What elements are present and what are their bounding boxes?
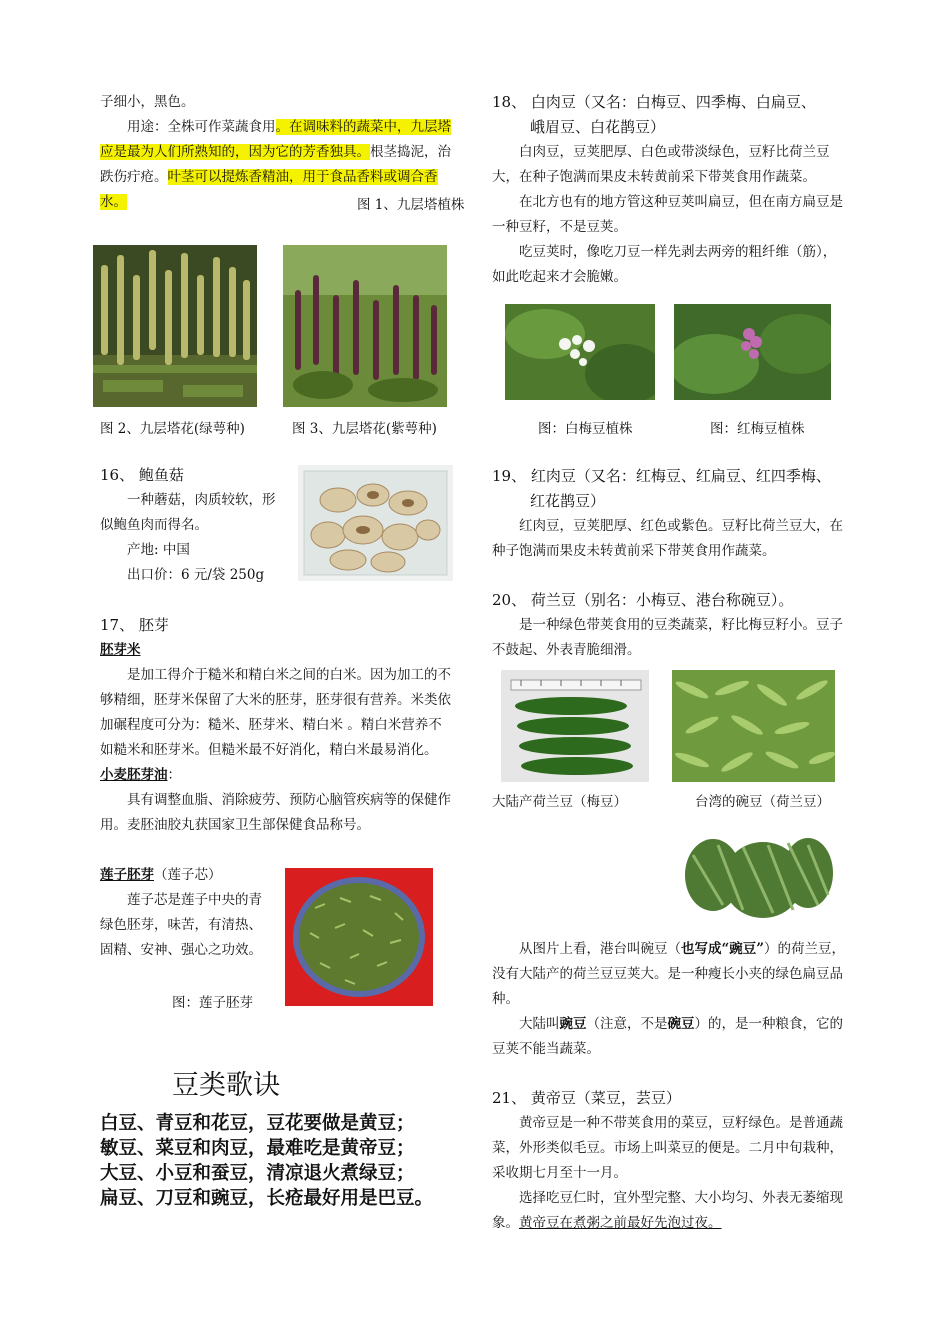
section-20-p2: 从图片上看，港台叫碗豆（也写成“豌豆”）的荷兰豆，没有大陆产的荷兰豆豆荚大。是一种瘦长小夹的绿色扁豆品种。: [492, 941, 846, 1007]
section-16-title: 16、 鲍鱼菇: [100, 466, 184, 484]
snow-pea-taiwan-caption: 台湾的碗豆（荷兰豆）: [695, 794, 830, 810]
poem-line: 敏豆、菜豆和肉豆，最难吃是黄帝豆；: [100, 1138, 415, 1159]
top-line: 子细小，黑色。: [100, 94, 195, 110]
fig2-caption: 图 2、九层塔花(绿萼种): [100, 421, 245, 437]
red-bean-photo: [674, 304, 831, 400]
lotus-germ-text: 莲子芯是莲子中央的青绿色胚芽，味苦，有清热、固精、安神、强心之功效。: [100, 892, 262, 958]
basil-green-photo: [93, 245, 257, 407]
lotus-germ-image: [285, 868, 433, 1006]
section-18-p3: 吃豆荚时，像吃刀豆一样先剥去两旁的粗纤维（筋），如此吃起来才会脆嫩。: [492, 244, 837, 285]
germ-rice-text: 是加工得介于糙米和精白米之间的白米。因为加工的不够精细，胚芽米保留了大米的胚芽，胚芽很有营养。米类依加碾程度可分为：糙米、胚芽米、精白米 。精白米营养不如糙米和胚芽米。但糙米最不好消化，精白米最易消化。: [100, 667, 451, 758]
section-21-p2: 选择吃豆仁时，宜外型完整、大小均匀、外表无萎缩现象。黄帝豆在煮粥之前最好先泡过夜。: [492, 1190, 843, 1231]
usage-highlight-2: 叶茎可以提炼香精油，用于食品香料或调合香水。: [100, 169, 438, 210]
snow-pea-taiwan-photo: [672, 670, 835, 782]
lotus-germ-photo: [285, 868, 433, 1006]
section-20-p3: 大陆叫豌豆（注意，不是碗豆）的，是一种粮食，它的豆荚不能当蔬菜。: [492, 1016, 843, 1057]
white-bean-caption: 图：白梅豆植株: [538, 421, 633, 437]
poem-title: 豆类歌诀: [172, 1070, 280, 1101]
poem-line: 扁豆、刀豆和豌豆，长疮最好用是巴豆。: [100, 1188, 434, 1209]
section-21: [492, 1086, 848, 1236]
lotus-germ-block: [100, 863, 265, 963]
section-21-title: 21、 黄帝豆（菜豆，芸豆）: [492, 1089, 681, 1107]
basil-green-image: [93, 245, 257, 407]
wheat-germ-oil-text: 具有调整血脂、消除疲劳、预防心脑管疾病等的保健作用。麦胚油胶丸获国家卫生部保健食品称号。: [100, 792, 451, 833]
usage-highlight-1: 。在调味料的蔬菜中，九层塔应是最为人们所熟知的，因为它的芳香独具。: [100, 119, 451, 160]
section-18-p1: 白肉豆，豆荚肥厚、白色或带淡绿色，豆籽比荷兰豆大，在种子饱满而果皮未转黄前采下带荚食用作蔬菜。: [492, 144, 830, 185]
section-18-title-line1: 18、 白肉豆（又名：白梅豆、四季梅、白扁豆、: [492, 93, 816, 111]
fig3-caption: 图 3、九层塔花(紫萼种): [292, 421, 437, 437]
section-18: [492, 90, 848, 290]
mushroom-image: [298, 465, 453, 581]
snow-pea-mainland-image: [501, 670, 649, 782]
section-16-price: 出口价：6 元/袋 250g: [127, 567, 265, 583]
lotus-germ-caption: 图：莲子胚芽: [172, 995, 253, 1011]
section-19-p1: 红肉豆，豆荚肥厚、红色或紫色。豆籽比荷兰豆大，在种子饱满而果皮未转黄前采下带荚食用作蔬菜。: [492, 518, 843, 559]
section-16-desc: 一种蘑菇，肉质较软，形似鲍鱼肉而得名。: [100, 492, 276, 533]
snow-pea-closeup-photo: [683, 825, 833, 925]
basil-purple-image: [283, 245, 447, 407]
wheat-germ-oil-heading: 小麦胚芽油：: [100, 767, 181, 783]
white-bean-photo: [505, 304, 655, 400]
snow-pea-closeup-image: [683, 825, 833, 925]
section-20-title: 20、 荷兰豆（别名：小梅豆、港台称碗豆）。: [492, 591, 794, 609]
section-18-title-line2: 峨眉豆、白花鹊豆）: [530, 118, 666, 136]
section-19-title-line1: 19、 红肉豆（又名：红梅豆、红扁豆、红四季梅、: [492, 467, 831, 485]
fig1-caption: 图 1、九层塔植株: [357, 197, 465, 213]
lotus-germ-heading: 莲子胚芽（莲子芯）: [100, 867, 222, 883]
section-20: [492, 588, 848, 663]
germ-rice-heading: 胚芽米: [100, 642, 141, 658]
red-bean-caption: 图：红梅豆植株: [710, 421, 805, 437]
poem-line: 白豆、青豆和花豆，豆花要做是黄豆；: [100, 1113, 415, 1134]
usage-paragraph: 用途：全株可作菜蔬食用。在调味料的蔬菜中，九层塔应是最为人们所熟知的，因为它的芳香独具。根茎捣泥，治跌伤疔疮。叶茎可以提炼香精油，用于食品香料或调合香水。: [100, 119, 451, 210]
section-17: [100, 613, 455, 838]
section-16: [100, 463, 280, 588]
section-17-title: 17、 胚芽: [100, 616, 169, 634]
poem-line: 大豆、小豆和蚕豆，清凉退火煮绿豆；: [100, 1163, 415, 1184]
section-21-p1: 黄帝豆是一种不带荚食用的菜豆，豆籽绿色。是普通蔬菜，外形类似毛豆。市场上叫菜豆的便是。二月中旬栽种，采收期七月至十一月。: [492, 1115, 843, 1181]
red-bean-image: [674, 304, 831, 400]
section-19-title-line2: 红花鹊豆）: [530, 492, 606, 510]
snow-pea-mainland-photo: [501, 670, 649, 782]
white-bean-image: [505, 304, 655, 400]
mushroom-photo: [298, 465, 453, 581]
section-20-p1: 是一种绿色带荚食用的豆类蔬菜，籽比梅豆籽小。豆子不鼓起、外表青脆细滑。: [492, 617, 843, 658]
snow-pea-mainland-caption: 大陆产荷兰豆（梅豆）: [492, 794, 627, 810]
section-18-p2: 在北方也有的地方管这种豆荚叫扁豆，但在南方扁豆是一种豆籽，不是豆荚。: [492, 194, 843, 235]
poem-lines: [100, 1111, 433, 1211]
basil-purple-photo: [283, 245, 447, 407]
snow-pea-taiwan-image: [672, 670, 835, 782]
section-16-origin: 产地: 中国: [127, 542, 190, 558]
section-19: [492, 464, 848, 564]
section-20-more: [492, 937, 848, 1062]
